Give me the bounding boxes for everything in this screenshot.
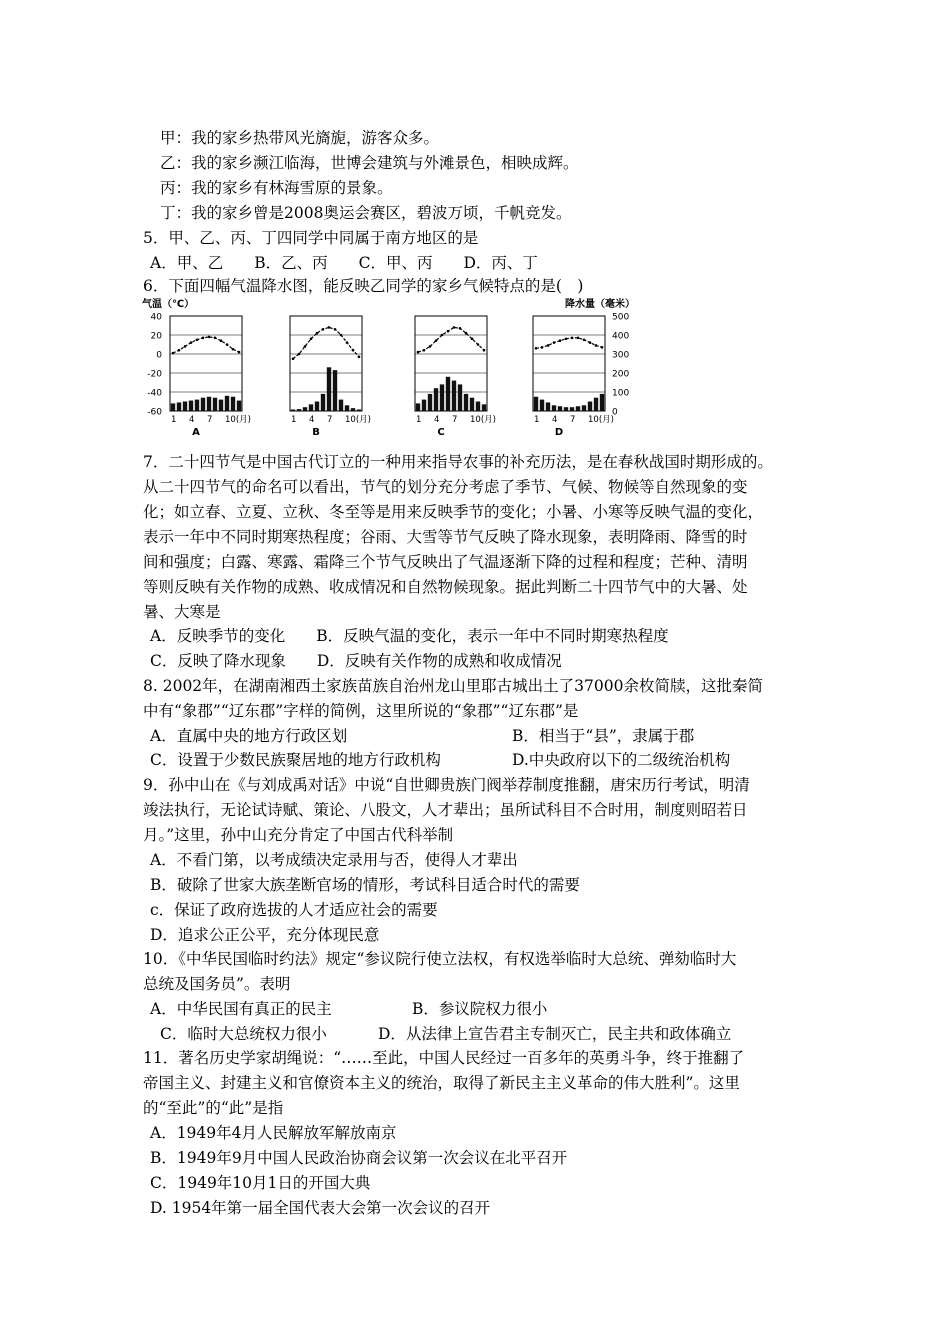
question-8-option-a: A．直属中央的地方行政区划 (150, 727, 348, 745)
month-tick-label: 7 (452, 415, 458, 425)
temperature-point (310, 338, 313, 341)
temperature-axis-title: 气温（℃） (142, 299, 195, 310)
month-tick-label: 4 (434, 415, 440, 425)
precipitation-bar (177, 402, 181, 411)
question-9-line-2: 竣法执行，无论试诗赋、策论、八股文，人才辈出；虽所试科目不合时用，制度则昭若日 (143, 801, 748, 819)
temperature-point (178, 349, 181, 352)
precipitation-tick-label: 100 (612, 388, 630, 399)
temperature-point (423, 349, 426, 352)
temperature-point (304, 345, 307, 348)
temperature-point (208, 336, 211, 339)
temperature-point (417, 351, 420, 354)
precipitation-bar (552, 405, 556, 411)
precipitation-bar (446, 377, 450, 411)
precipitation-bar (600, 394, 604, 411)
temperature-tick-label: -20 (147, 369, 162, 380)
precipitation-bar (357, 409, 361, 411)
question-9-line-1: 9．孙中山在《与刘成禹对话》中说“自世卿贵族门阀举荐制度推翻，唐宋历行考试，明清 (143, 776, 750, 794)
month-tick-label: 1 (416, 415, 422, 425)
question-7-line-4: 表示一年中不同时期寒热程度；谷雨、大雪等节气反映了降水现象，表明降雨、降雪的时 (143, 528, 748, 546)
precipitation-tick-label: 300 (612, 350, 630, 361)
question-7-line-5: 间和强度；白露、寒露、霜降三个节气反映出了气温逐渐下降的过程和程度；芒种、清明 (143, 553, 748, 571)
temperature-point (595, 344, 598, 347)
chart-frame (415, 316, 487, 411)
temperature-point (541, 346, 544, 349)
temperature-point (441, 334, 444, 337)
precipitation-bar (546, 402, 550, 411)
precipitation-axis-title: 降水量（毫米） (565, 299, 635, 310)
temperature-point (577, 337, 580, 340)
temperature-point (184, 345, 187, 348)
question-7-line-2: 从二十四节气的命名可以看出，节气的划分充分考虑了季节、气候、物候等自然现象的变 (143, 478, 748, 496)
precipitation-bar (291, 409, 295, 411)
temperature-line (418, 327, 484, 352)
month-tick-label: 7 (207, 415, 213, 425)
month-tick-label: 10(月) (470, 415, 496, 425)
temperature-point (214, 337, 217, 340)
temperature-point (465, 332, 468, 335)
precipitation-bar (416, 403, 420, 411)
precipitation-bar (327, 367, 331, 411)
temperature-point (190, 341, 193, 344)
temperature-point (559, 339, 562, 342)
precipitation-bar (231, 397, 235, 411)
temperature-point (447, 330, 450, 333)
question-7-line-3: 化；如立春、立夏、立秋、冬至等是用来反映季节的变化；小暑、小寒等反映气温的变化， (143, 503, 764, 521)
temperature-point (471, 338, 474, 341)
temperature-line (536, 338, 602, 348)
temperature-point (601, 346, 604, 349)
month-tick-label: 7 (570, 415, 576, 425)
question-10-line-2: 总统及国务员”。表明 (143, 975, 291, 993)
precipitation-bar (309, 404, 313, 411)
temperature-point (477, 343, 480, 346)
temperature-point (340, 334, 343, 337)
panel-label: D (554, 427, 564, 438)
precipitation-bar (225, 396, 229, 411)
temperature-point (202, 337, 205, 340)
month-tick-label: 10(月) (345, 415, 371, 425)
precipitation-bar (213, 398, 217, 411)
month-tick-label: 4 (552, 415, 558, 425)
temperature-point (535, 347, 538, 350)
precipitation-bar (351, 408, 355, 411)
question-9-option-b: B．破除了世家大族垄断官场的情形，考试科目适合时代的需要 (150, 876, 580, 894)
precipitation-bar (464, 394, 468, 411)
month-tick-label: 1 (291, 415, 297, 425)
temperature-point (346, 341, 349, 344)
temperature-tick-label: 40 (150, 312, 162, 323)
temperature-point (238, 351, 241, 354)
temperature-point (328, 326, 331, 329)
precipitation-bar (428, 394, 432, 411)
precipitation-bar (321, 394, 325, 411)
temperature-point (547, 344, 550, 347)
precipitation-bar (558, 406, 562, 411)
question-8-option-c: C．设置于少数民族聚居地的地方行政机构 (150, 751, 441, 769)
precipitation-bar (458, 384, 462, 411)
month-tick-label: 1 (171, 415, 177, 425)
question-10-option-d: D．从法律上宣告君主专制灭亡，民主共和政体确立 (378, 1025, 732, 1043)
panel-label: B (312, 427, 320, 438)
temperature-point (172, 352, 175, 355)
precipitation-bar (582, 405, 586, 411)
temperature-tick-label: -40 (147, 388, 162, 399)
precipitation-bar (219, 400, 223, 411)
month-tick-label: 4 (309, 415, 315, 425)
question-9-line-3: 月。”这里，孙中山充分肯定了中国古代科举制 (143, 826, 454, 844)
temperature-point (226, 343, 229, 346)
precipitation-bar (452, 381, 456, 411)
precipitation-bar (482, 404, 486, 411)
precipitation-bar (540, 400, 544, 411)
question-9-option-a: A．不看门第，以考成绩决定录用与否，使得人才辈出 (150, 851, 518, 869)
month-tick-label: 1 (534, 415, 540, 425)
temperature-point (553, 341, 556, 344)
chart-frame (290, 316, 362, 411)
question-7-line-1: 7．二十四节气是中国古代订立的一种用来指导农事的补充历法，是在春秋战国时期形成的。 (143, 453, 773, 471)
question-8-option-b: B．相当于“县”，隶属于郡 (512, 727, 695, 745)
precipitation-tick-label: 500 (612, 312, 630, 323)
precipitation-bar (315, 402, 319, 412)
question-6-stem: 6．下面四幅气温降水图，能反映乙同学的家乡气候特点的是( ) (143, 277, 584, 295)
temperature-tick-label: 0 (156, 350, 162, 361)
precipitation-bar (183, 402, 187, 412)
question-7-line-6: 等则反映有关作物的成熟、收成情况和自然物候现象。据此判断二十四节气中的大暑、处 (143, 578, 748, 596)
temperature-point (232, 348, 235, 351)
precipitation-bar (570, 407, 574, 411)
panel-label: A (192, 427, 200, 438)
temperature-tick-label: 20 (150, 331, 162, 342)
temperature-point (220, 339, 223, 342)
temperature-point (352, 349, 355, 352)
month-tick-label: 10(月) (588, 415, 614, 425)
precipitation-bar (576, 406, 580, 411)
temperature-point (589, 341, 592, 344)
question-5-options: A．甲、乙 B．乙、丙 C．甲、丙 D．丙、丁 (150, 254, 538, 272)
question-11-line-3: 的“至此”的“此”是指 (143, 1099, 284, 1117)
precipitation-bar (195, 400, 199, 411)
question-11-option-d: D. 1954年第一届全国代表大会第一次会议的召开 (150, 1199, 491, 1217)
precipitation-bar (440, 384, 444, 411)
temperature-point (435, 339, 438, 342)
precipitation-bar (339, 400, 343, 411)
panel-label: C (437, 427, 445, 438)
temperature-point (429, 345, 432, 348)
temperature-point (298, 353, 301, 356)
question-10-line-1: 10．《中华民国临时约法》规定“参议院行使立法权，有权选举临时大总统、弹劾临时大 (143, 950, 737, 968)
intro-bing: 丙：我的家乡有林海雪原的景象。 (160, 179, 393, 197)
precipitation-bar (434, 388, 438, 411)
temperature-line (173, 337, 239, 353)
intro-yi: 乙：我的家乡濒江临海，世博会建筑与外滩景色，相映成辉。 (160, 154, 579, 172)
temperature-point (358, 356, 361, 359)
temperature-point (292, 357, 295, 360)
precipitation-tick-label: 400 (612, 331, 630, 342)
precipitation-tick-label: 0 (612, 407, 618, 418)
precipitation-bar (470, 398, 474, 411)
precipitation-bar (345, 405, 349, 411)
precipitation-bar (297, 409, 301, 411)
precipitation-bar (588, 402, 592, 412)
question-8-line-2: 中有“象郡”“辽东郡”字样的简例，这里所说的“象郡”“辽东郡”是 (143, 702, 579, 720)
temperature-point (583, 338, 586, 341)
precipitation-tick-label: 200 (612, 369, 630, 380)
temperature-point (316, 332, 319, 335)
precipitation-bar (333, 370, 337, 411)
precipitation-bar (303, 407, 307, 411)
temperature-point (565, 338, 568, 341)
question-7-options-ab: A．反映季节的变化 B．反映气温的变化，表示一年中不同时期寒热程度 (150, 627, 669, 645)
question-8-line-1: 8. 2002年，在湖南湘西土家族苗族自治州龙山里耶古城出土了37000余枚简牍，这批秦简 (143, 677, 763, 695)
precipitation-bar (564, 407, 568, 411)
question-11-line-1: 11．著名历史学家胡绳说：“……至此，中国人民经过一百多年的英勇斗争，终于推翻了 (143, 1049, 745, 1067)
climate-charts (140, 296, 650, 438)
question-9-option-d: D．追求公正公平，充分体现民意 (150, 926, 380, 944)
precipitation-bar (534, 397, 538, 411)
precipitation-bar (237, 401, 241, 411)
intro-jia: 甲：我的家乡热带风光旖旎，游客众多。 (160, 129, 440, 147)
precipitation-bar (189, 401, 193, 411)
question-10-option-c: C．临时大总统权力很小 (160, 1025, 327, 1043)
question-11-option-b: B．1949年9月中国人民政治协商会议第一次会议在北平召开 (150, 1149, 568, 1167)
precipitation-bar (422, 400, 426, 411)
temperature-tick-label: -60 (147, 407, 162, 418)
temperature-point (453, 326, 456, 329)
temperature-point (459, 327, 462, 330)
intro-ding: 丁：我的家乡曾是2008奥运会赛区，碧波万顷，千帆竞发。 (160, 204, 572, 222)
question-10-option-b: B．参议院权力很小 (412, 1000, 548, 1018)
precipitation-bar (476, 402, 480, 412)
temperature-point (322, 328, 325, 331)
precipitation-bar (201, 398, 205, 411)
precipitation-bar (171, 403, 175, 411)
question-11-line-2: 帝国主义、封建主义和官僚资本主义的统治，取得了新民主主义革命的伟大胜利”。这里 (143, 1074, 740, 1092)
question-5-stem: 5．甲、乙、丙、丁四同学中同属于南方地区的是 (143, 229, 479, 247)
chart-frame (533, 316, 605, 411)
question-8-option-d: D.中央政府以下的二级统治机构 (512, 751, 731, 769)
temperature-point (196, 338, 199, 341)
question-7-options-cd: C．反映了降水现象 D．反映有关作物的成熟和收成情况 (150, 652, 562, 670)
question-9-option-c: c．保证了政府选拔的人才适应社会的需要 (150, 901, 438, 919)
temperature-point (483, 349, 486, 352)
precipitation-bar (207, 397, 211, 411)
month-tick-label: 4 (189, 415, 195, 425)
question-11-option-c: C．1949年10月1日的开国大典 (150, 1174, 371, 1192)
temperature-point (334, 328, 337, 331)
question-10-option-a: A．中华民国有真正的民主 (150, 1000, 332, 1018)
question-7-line-7: 暑、大寒是 (143, 603, 221, 621)
question-11-option-a: A．1949年4月人民解放军解放南京 (150, 1124, 397, 1142)
month-tick-label: 10(月) (225, 415, 251, 425)
month-tick-label: 7 (327, 415, 333, 425)
temperature-point (571, 337, 574, 340)
precipitation-bar (594, 398, 598, 411)
